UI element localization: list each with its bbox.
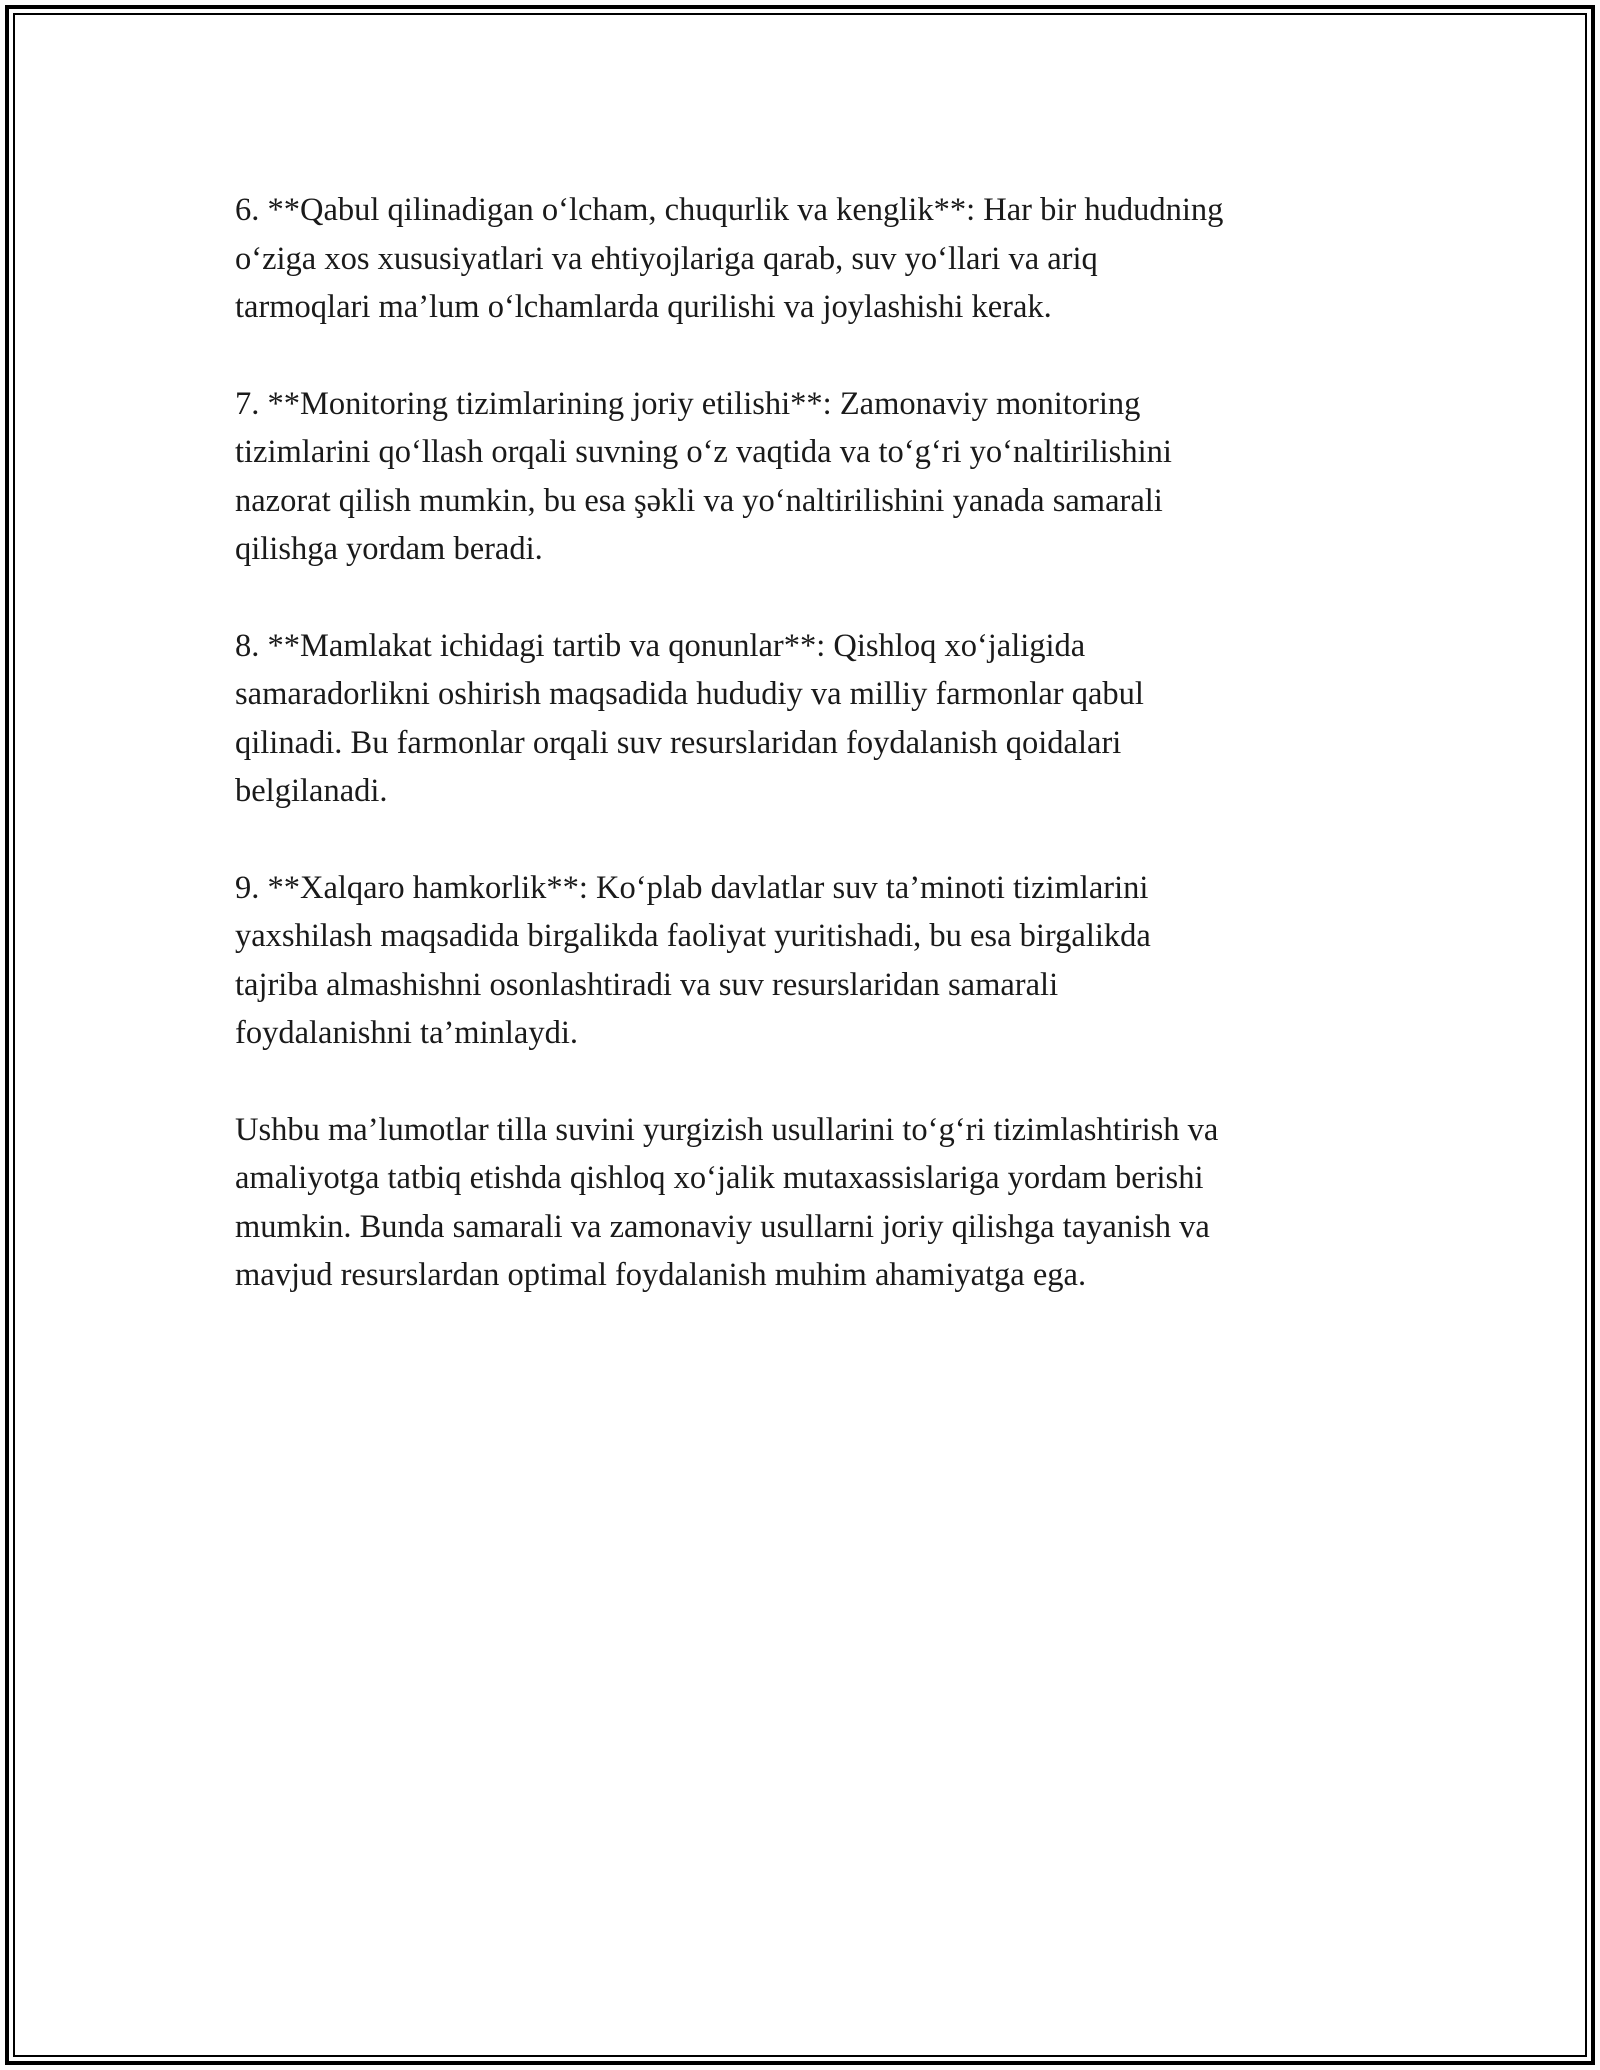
text-line: mavjud resurslardan optimal foydalanish muhim ahamiyatga ega.: [235, 1257, 1087, 1293]
paragraph-item-8: [235, 622, 1375, 816]
paragraph-item-9: [235, 864, 1375, 1058]
text-line: tarmoqlari ma’lum o‘lchamlarda qurilishi va joylashishi kerak.: [235, 289, 1052, 325]
text-line: qilinadi. Bu farmonlar orqali suv resurslaridan foydalanish qoidalari: [235, 724, 1122, 761]
text-line: nazorat qilish mumkin, bu esa şəkli va yo‘naltirilishini yanada samarali: [235, 482, 1163, 519]
text-line: amaliyotga tatbiq etishda qishloq xo‘jalik mutaxassislariga yordam berishi: [235, 1160, 1204, 1196]
document-body: [235, 186, 1375, 1348]
text-line: belgilanadi.: [235, 773, 388, 809]
text-line: 7. **Monitoring tizimlarining joriy etilishi**: Zamonaviy monitoring: [235, 385, 1141, 422]
text-line: foydalanishni ta’minlaydi.: [235, 1015, 578, 1051]
paragraph-conclusion: [235, 1106, 1375, 1300]
text-line: o‘ziga xos xususiyatlari va ehtiyojlariga qarab, suv yo‘llari va ariq: [235, 240, 1098, 277]
text-line: tizimlarini qo‘llash orqali suvning o‘z vaqtida va to‘g‘ri yo‘naltirilishini: [235, 434, 1172, 470]
text-line: 6. **Qabul qilinadigan o‘lcham, chuqurlik va kenglik**: Har bir hududning: [235, 192, 1224, 228]
text-line: 9. **Xalqaro hamkorlik**: Ko‘plab davlatlar suv ta’minoti tizimlarini: [235, 869, 1149, 906]
text-line: samaradorlikni oshirish maqsadida hududiy va milliy farmonlar qabul: [235, 676, 1144, 712]
text-line: Ushbu ma’lumotlar tilla suvini yurgizish usullarini to‘g‘ri tizimlashtirish va: [235, 1111, 1219, 1148]
text-line: 8. **Mamlakat ichidagi tartib va qonunlar**: Qishloq xo‘jaligida: [235, 627, 1086, 664]
text-line: yaxshilash maqsadida birgalikda faoliyat yuritishadi, bu esa birgalikda: [235, 918, 1151, 954]
text-line: qilishga yordam beradi.: [235, 531, 543, 567]
text-line: mumkin. Bunda samarali va zamonaviy usullarni joriy qilishga tayanish va: [235, 1208, 1210, 1245]
paragraph-item-7: [235, 380, 1375, 574]
text-line: tajriba almashishni osonlashtiradi va suv resurslaridan samarali: [235, 966, 1059, 1003]
paragraph-item-6: [235, 186, 1375, 332]
